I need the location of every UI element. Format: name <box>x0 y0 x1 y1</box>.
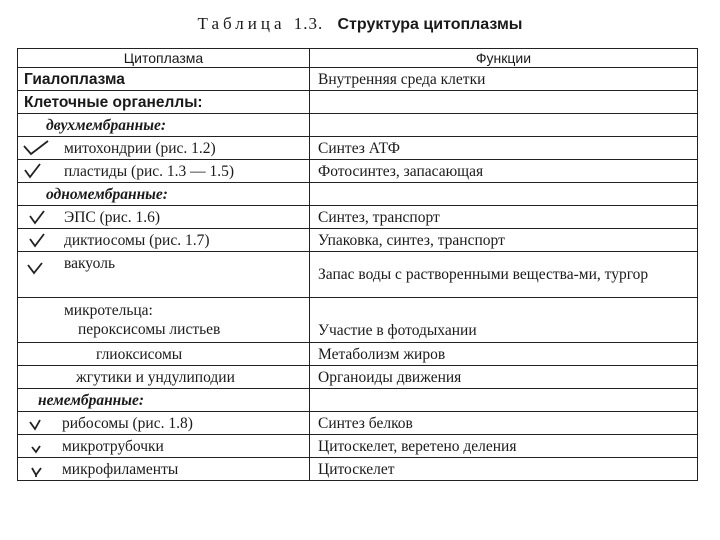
row-left: двухмембранные: <box>18 114 310 137</box>
caption-lead: Таблица <box>197 14 286 33</box>
row-left-cell <box>18 206 310 229</box>
row-right: Фотосинтез, запасающая <box>310 160 698 183</box>
row-left: микротрубочки <box>62 437 164 455</box>
row-left: Гиалоплазма <box>18 68 310 91</box>
table-row <box>18 458 698 481</box>
table-row <box>18 68 698 91</box>
row-left: жгутики и ундулиподии <box>18 366 310 389</box>
row-left-cell <box>18 298 310 343</box>
table-caption <box>0 14 720 34</box>
check-mark-icon <box>22 414 50 432</box>
row-left: немембранные: <box>18 389 310 412</box>
check-mark-icon <box>22 231 50 249</box>
caption-number: 1.3. <box>293 14 324 33</box>
table-row <box>18 206 698 229</box>
table-row <box>18 412 698 435</box>
row-left: вакуоль <box>64 255 116 272</box>
row-right: Синтез АТФ <box>310 137 698 160</box>
row-right: Цитоскелет <box>310 458 698 481</box>
row-left: Клеточные органеллы: <box>18 91 310 114</box>
table-row <box>18 435 698 458</box>
table-row <box>18 389 698 412</box>
row-left: одномембранные: <box>18 183 310 206</box>
table-header-row <box>18 49 698 68</box>
row-right <box>310 91 698 114</box>
row-left: митохондрии (рис. 1.2) <box>64 139 216 157</box>
table-row <box>18 91 698 114</box>
check-mark-icon <box>22 139 50 157</box>
row-right: Запас воды с растворенными вещества-ми, тургор <box>310 252 698 298</box>
row-right <box>310 389 698 412</box>
row-left: диктиосомы (рис. 1.7) <box>64 231 210 249</box>
caption-title: Структура цитоплазмы <box>337 16 523 33</box>
cytoplasm-structure-table <box>17 48 698 481</box>
table-row <box>18 298 698 343</box>
row-right: Внутренняя среда клетки <box>310 68 698 91</box>
check-mark-icon <box>22 162 50 180</box>
row-left-cell <box>18 458 310 481</box>
row-right <box>310 114 698 137</box>
table-row <box>18 343 698 366</box>
row-left: рибосомы (рис. 1.8) <box>62 414 193 432</box>
row-right: Участие в фотодыхании <box>310 298 698 343</box>
row-left: глиоксисомы <box>18 343 310 366</box>
row-left: ЭПС (рис. 1.6) <box>64 208 161 226</box>
row-left-sub: пероксисомы листьев <box>78 321 221 338</box>
row-right <box>310 183 698 206</box>
header-cytoplasm: Цитоплазма <box>18 49 310 68</box>
row-left-cell <box>18 137 310 160</box>
row-left-cell <box>18 160 310 183</box>
row-left-cell <box>18 435 310 458</box>
row-left: микрофиламенты <box>62 460 179 478</box>
row-left-cell <box>18 229 310 252</box>
row-left-cell <box>18 412 310 435</box>
check-mark-icon <box>22 437 50 455</box>
table-row <box>18 183 698 206</box>
row-right: Органоиды движения <box>310 366 698 389</box>
row-right: Синтез, транспорт <box>310 206 698 229</box>
row-left: микротельца: <box>64 302 153 319</box>
table-row <box>18 137 698 160</box>
table-row <box>18 366 698 389</box>
check-mark-icon <box>22 208 50 226</box>
table-row <box>18 229 698 252</box>
row-left: пластиды (рис. 1.3 — 1.5) <box>64 162 235 180</box>
table-row <box>18 114 698 137</box>
row-right: Метаболизм жиров <box>310 343 698 366</box>
row-right: Упаковка, синтез, транспорт <box>310 229 698 252</box>
header-functions: Функции <box>310 49 698 68</box>
row-right: Цитоскелет, веретено деления <box>310 435 698 458</box>
table-row <box>18 160 698 183</box>
row-right: Синтез белков <box>310 412 698 435</box>
row-left-cell <box>18 252 310 298</box>
check-mark-icon <box>22 460 50 478</box>
table-row <box>18 252 698 298</box>
check-mark-icon <box>22 258 50 276</box>
